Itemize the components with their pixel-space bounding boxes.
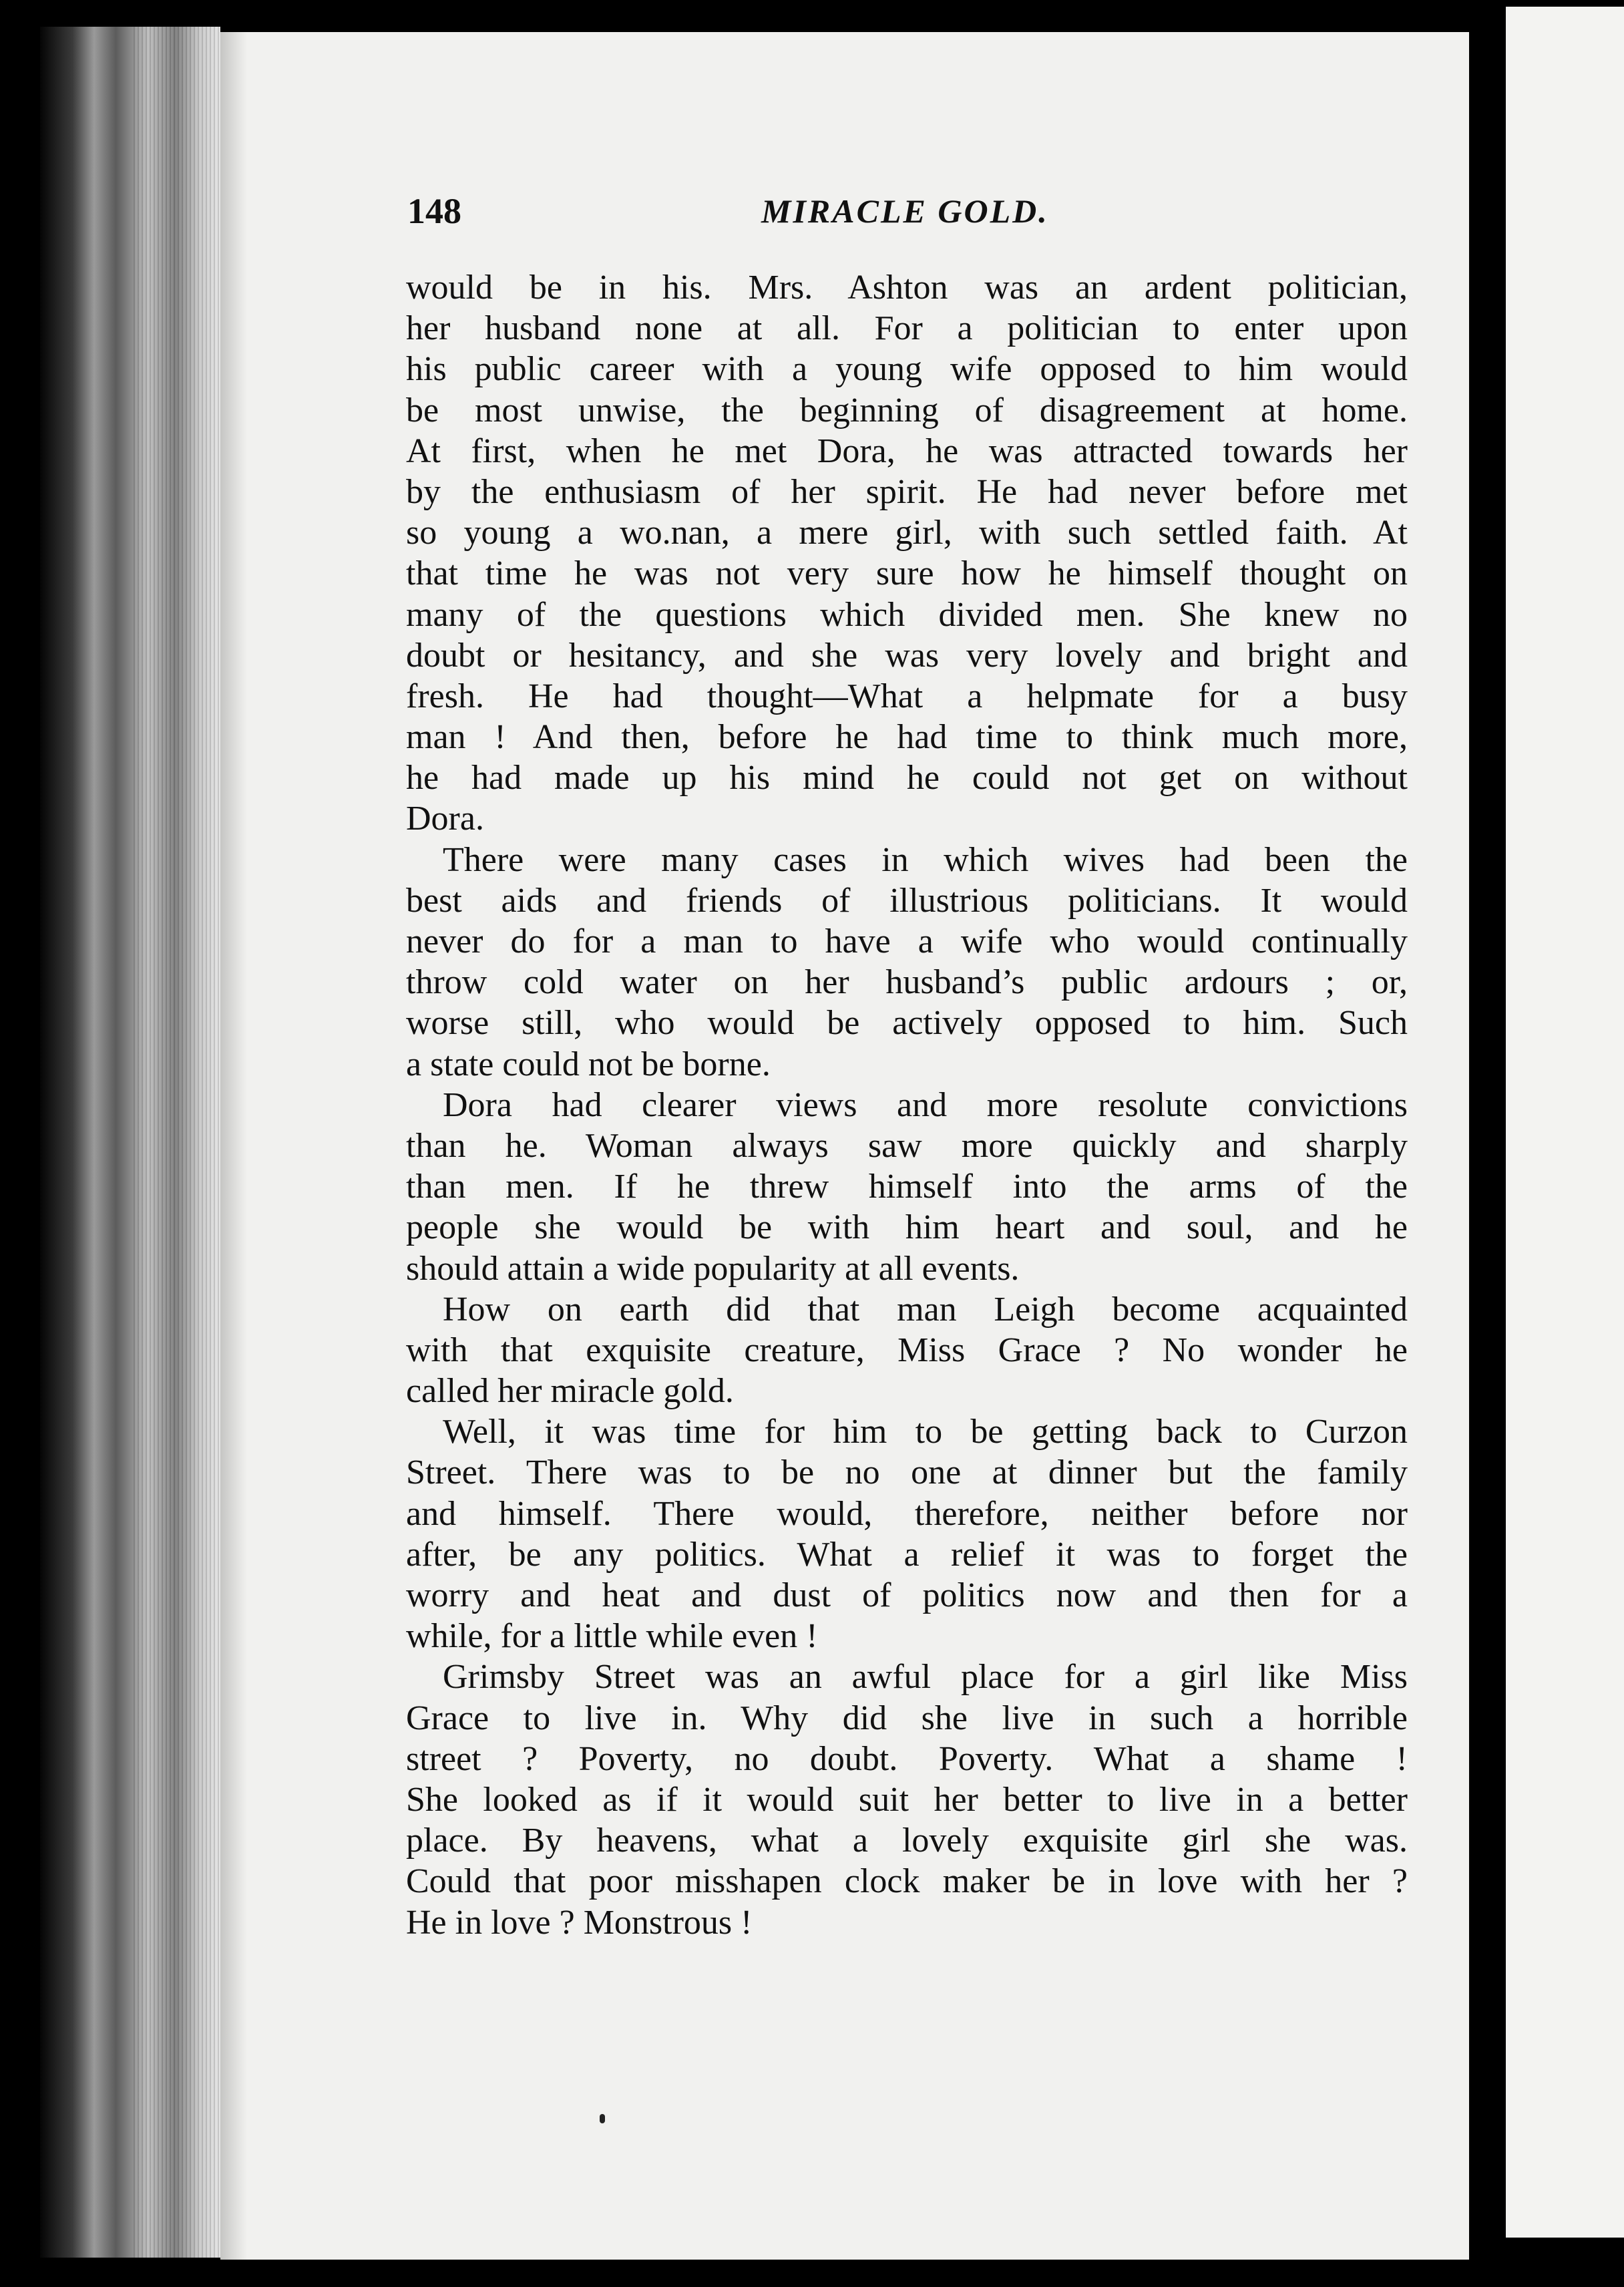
text-line: He in love ? Monstrous ! [406,1903,753,1942]
text-line: worry and heat and dust of politics now and then for a [406,1576,1408,1614]
text-line: so young a wo.nan, a mere girl, with such settled faith. At [406,514,1408,552]
text-line: Dora. [406,800,484,838]
page-number: 148 [407,191,461,231]
text-line: best aids and friends of illustrious politicians. It would [406,881,1408,920]
text-line: that time he was not very sure how he himself thought on [406,554,1408,593]
text-line: called her miracle gold. [406,1372,734,1411]
text-line: Grimsby Street was an awful place for a girl like Miss [443,1658,1408,1697]
page-edges [134,27,220,2258]
text-line: he had made up his mind he could not get on without [406,759,1408,798]
text-line: while, for a little while even ! [406,1617,818,1656]
text-line: should attain a wide popularity at all events. [406,1249,1020,1288]
text-line: people she would be with him heart and soul, and he [406,1208,1408,1247]
text-line: be most unwise, the beginning of disagreement at home. [406,391,1408,429]
text-line: Street. There was to be no one at dinner but the family [406,1453,1408,1492]
text-line: a state could not be borne. [406,1045,771,1083]
running-title: MIRACLE GOLD. [761,192,1049,230]
text-line: than he. Woman always saw more quickly and sharply [406,1126,1408,1165]
right-page-edge [1506,7,1624,2238]
text-line: many of the questions which divided men. She knew no [406,595,1408,634]
text-line: street ? Poverty, no doubt. Poverty. What a shame ! [406,1739,1408,1778]
text-line: At first, when he met Dora, he was attracted towards her [406,431,1408,470]
text-line: after, be any politics. What a relief it was to forget the [406,1535,1408,1574]
text-line: and himself. There would, therefore, neither before nor [406,1494,1408,1533]
running-head [407,190,1456,237]
text-line: by the enthusiasm of her spirit. He had never before met [406,472,1408,511]
text-line: place. By heavens, what a lovely exquisite girl she was. [406,1821,1408,1860]
gutter-shadow [220,32,247,2260]
body-text [406,267,1408,1943]
text-line: her husband none at all. For a politician to enter upon [406,309,1408,348]
text-line: Dora had clearer views and more resolute convictions [443,1085,1408,1124]
text-line: with that exquisite creature, Miss Grace ? No wonder he [406,1331,1408,1369]
text-line: Well, it was time for him to be getting back to Curzon [443,1413,1408,1451]
text-line: How on earth did that man Leigh become acquainted [443,1290,1408,1329]
text-line: There were many cases in which wives had been the [443,840,1408,879]
text-line: man ! And then, before he had time to think much more, [406,718,1408,757]
text-line: would be in his. Mrs. Ashton was an ardent politician, [406,269,1408,307]
ink-speck [600,2114,605,2123]
text-line: his public career with a young wife opposed to him would [406,350,1408,389]
text-line: than men. If he threw himself into the arms of the [406,1168,1408,1206]
text-line: worse still, who would be actively opposed to him. Such [406,1004,1408,1043]
text-line: throw cold water on her husband’s public ardours ; or, [406,963,1408,1002]
text-line: doubt or hesitancy, and she was very lovely and bright and [406,636,1408,675]
text-line: never do for a man to have a wife who would continually [406,922,1408,960]
text-line: Could that poor misshapen clock maker be in love with her ? [406,1862,1408,1901]
text-line: fresh. He had thought—What a helpmate for a busy [406,677,1408,715]
text-line: She looked as if it would suit her better to live in a better [406,1780,1408,1819]
text-line: Grace to live in. Why did she live in such a horrible [406,1699,1408,1737]
